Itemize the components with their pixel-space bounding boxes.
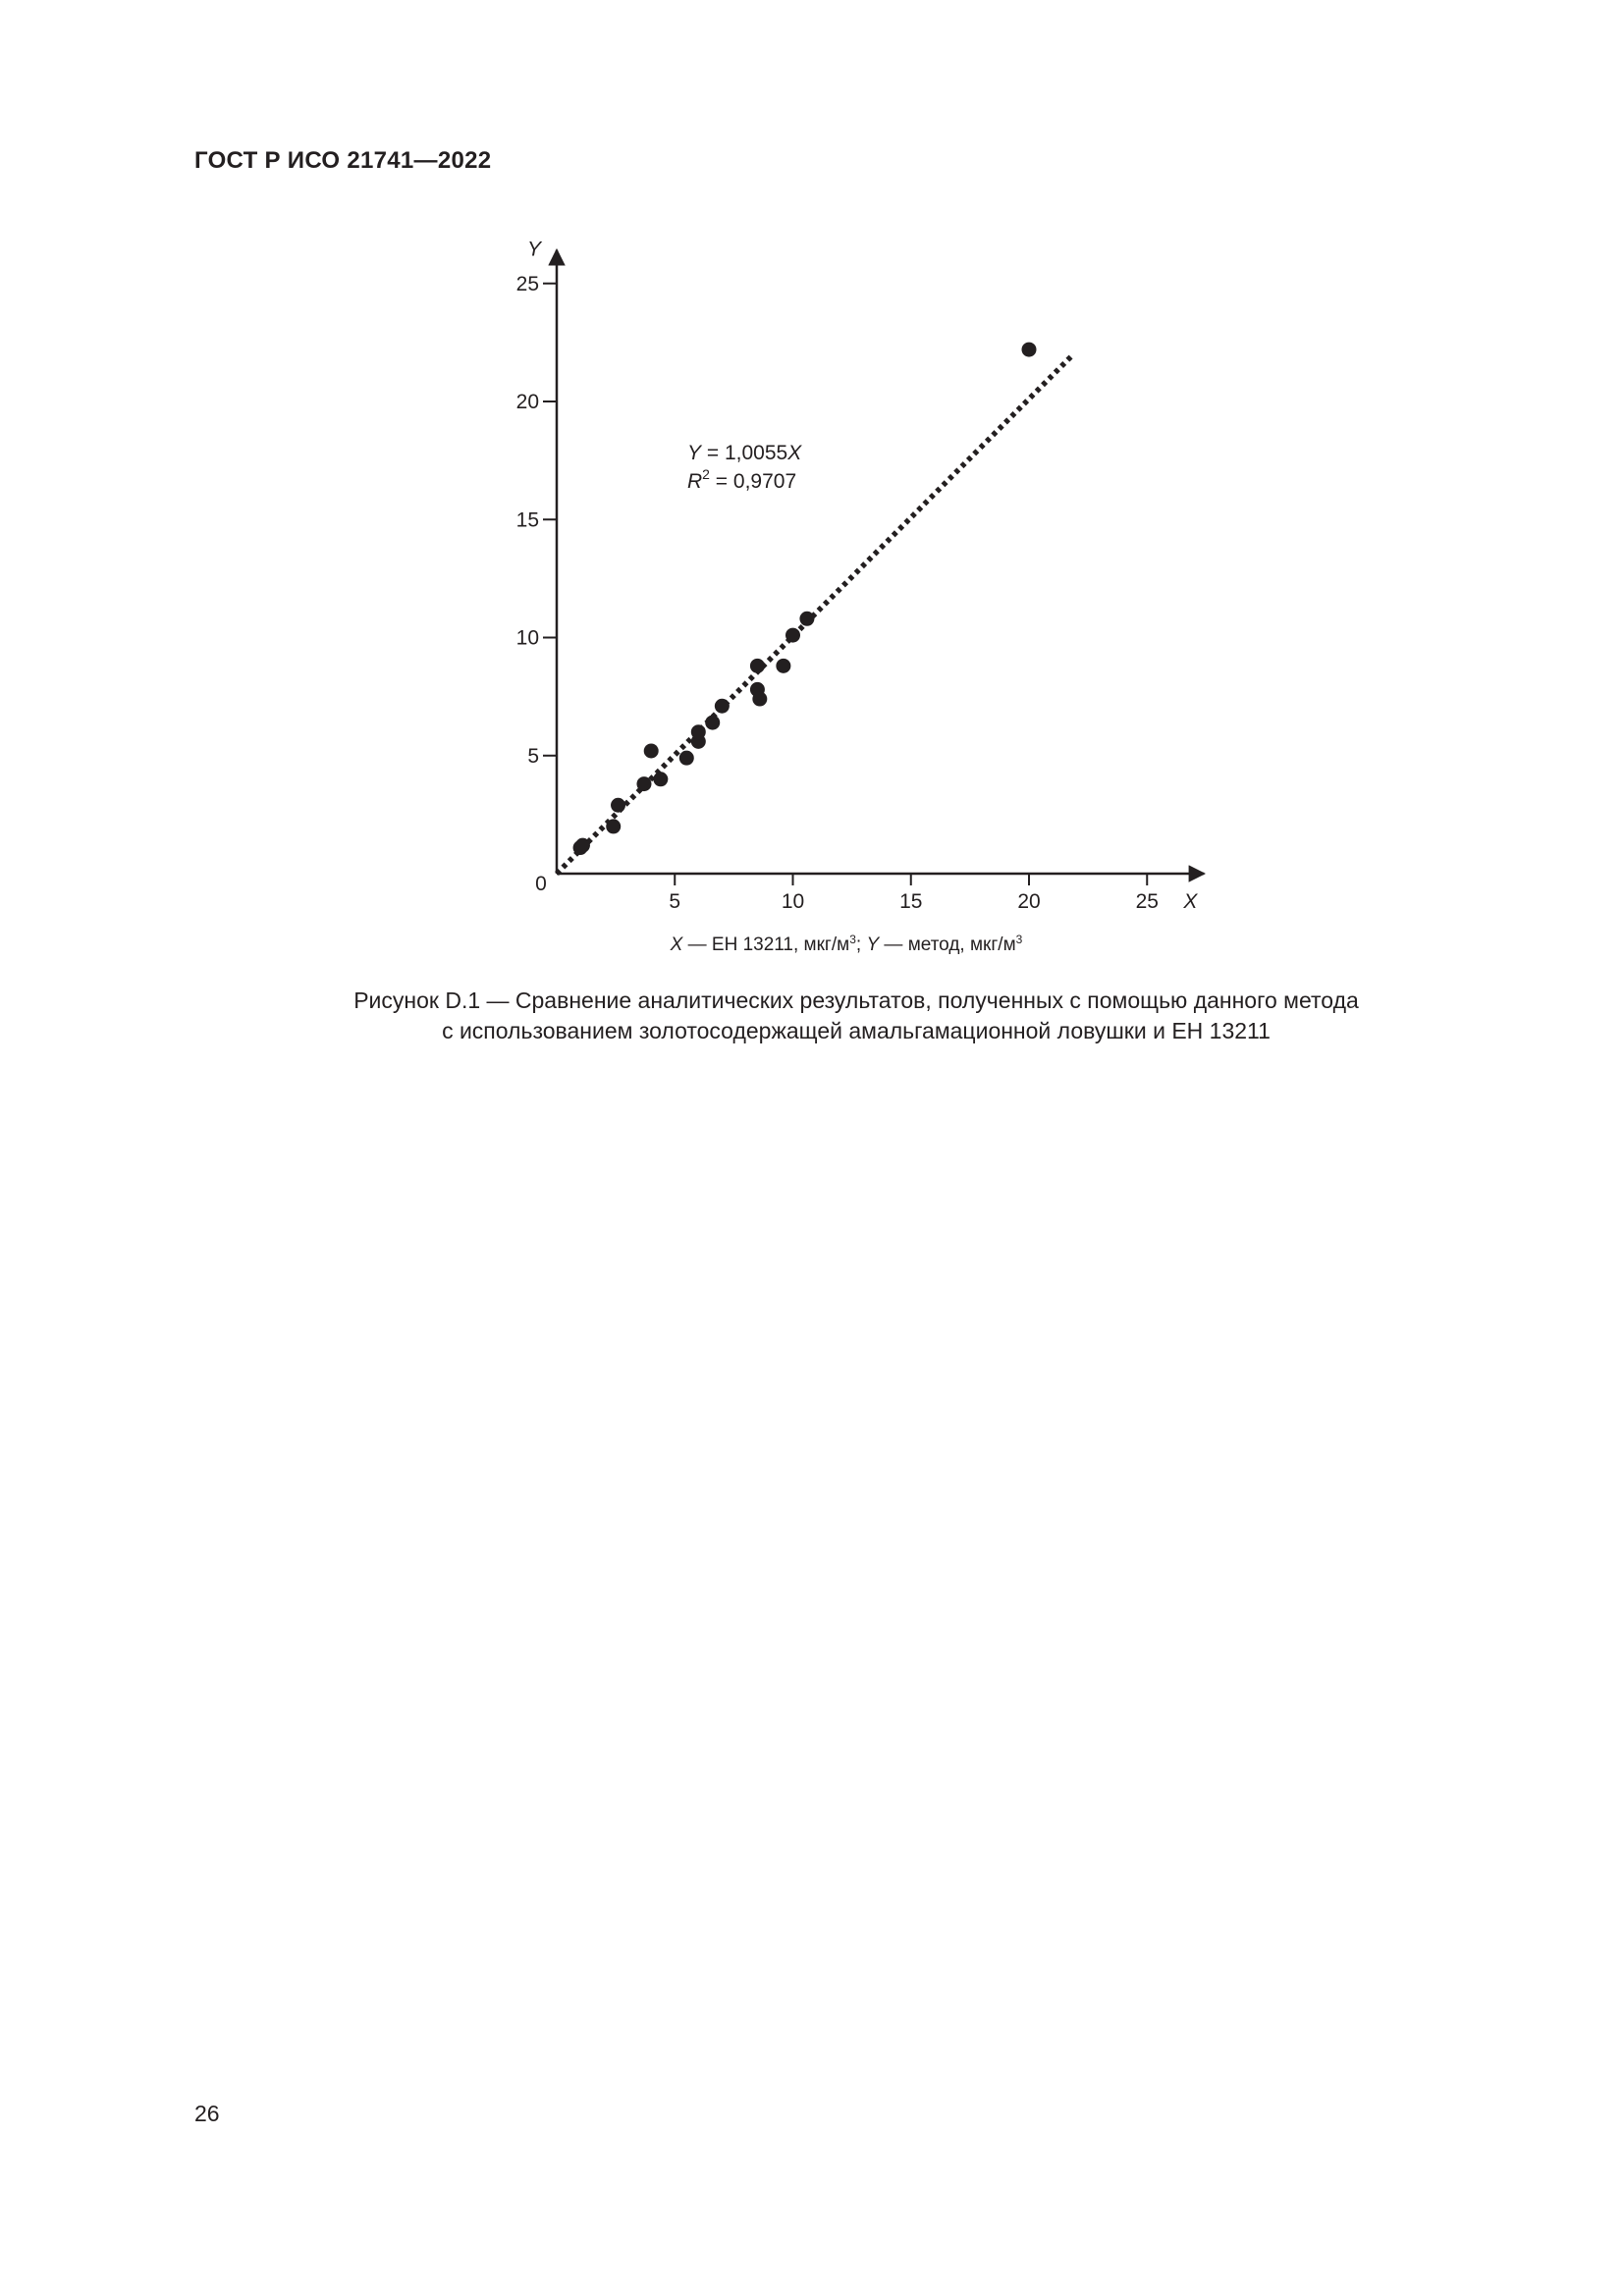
document-header: ГОСТ Р ИСО 21741—2022 bbox=[194, 147, 492, 174]
equation-x-symbol: X bbox=[787, 442, 802, 464]
r2-text: = 0,9707 bbox=[709, 470, 797, 493]
data-point bbox=[611, 798, 625, 813]
legend-x-symbol: X bbox=[670, 934, 683, 955]
legend-x-sup: 3 bbox=[849, 933, 856, 946]
legend-separator: ; bbox=[855, 934, 867, 955]
trendline bbox=[557, 353, 1074, 874]
data-point bbox=[575, 838, 590, 853]
axis-legend bbox=[0, 934, 1624, 956]
data-point bbox=[1022, 343, 1037, 357]
data-point bbox=[653, 772, 668, 786]
legend-x-text: — ЕН 13211, мкг/м bbox=[682, 934, 850, 955]
data-point bbox=[752, 692, 767, 707]
x-tick-label: 15 bbox=[899, 890, 923, 913]
data-point bbox=[785, 628, 800, 643]
caption-line-2: с использованием золотосодержащей амальгамационной ловушки и ЕН 13211 bbox=[442, 1018, 1271, 1043]
caption-line-1: Рисунок D.1 — Сравнение аналитических результатов, полученных с помощью данного метода bbox=[353, 988, 1359, 1013]
y-tick-label: 15 bbox=[515, 508, 539, 532]
r2-symbol: R bbox=[687, 470, 703, 493]
y-tick-label: 5 bbox=[527, 744, 539, 768]
r2-superscript: 2 bbox=[702, 466, 710, 482]
y-tick-label: 25 bbox=[515, 272, 539, 295]
x-tick-label: 10 bbox=[781, 890, 805, 913]
legend-y-symbol: Y bbox=[866, 934, 880, 955]
y-tick-label: 10 bbox=[515, 626, 539, 650]
equation-y-symbol: Y bbox=[687, 442, 702, 464]
data-point bbox=[750, 659, 765, 673]
scatter-chart bbox=[0, 0, 1624, 928]
page-number: 26 bbox=[194, 2101, 220, 2126]
data-point bbox=[636, 776, 651, 791]
data-point bbox=[799, 612, 814, 626]
data-point bbox=[776, 659, 790, 673]
equation-text: = 1,0055 bbox=[701, 442, 788, 464]
data-point bbox=[691, 724, 706, 739]
legend-y-sup: 3 bbox=[1015, 933, 1023, 946]
data-point bbox=[679, 751, 694, 766]
figure-caption bbox=[0, 986, 1624, 1046]
regression-equation bbox=[687, 442, 802, 464]
y-axis-label: Y bbox=[527, 238, 542, 261]
data-point bbox=[715, 699, 730, 714]
chart-canvas bbox=[0, 0, 1624, 923]
x-tick-label: 20 bbox=[1017, 890, 1041, 913]
legend-y-text: — метод, мкг/м bbox=[879, 934, 1016, 955]
data-point bbox=[606, 819, 621, 833]
x-tick-label: 5 bbox=[669, 890, 681, 913]
origin-label: 0 bbox=[535, 873, 547, 895]
x-axis-label: X bbox=[1183, 890, 1198, 913]
y-tick-label: 20 bbox=[515, 391, 539, 413]
r-squared-annotation bbox=[687, 466, 796, 493]
data-point bbox=[644, 743, 659, 758]
x-tick-label: 25 bbox=[1135, 890, 1159, 913]
data-point bbox=[705, 716, 720, 730]
